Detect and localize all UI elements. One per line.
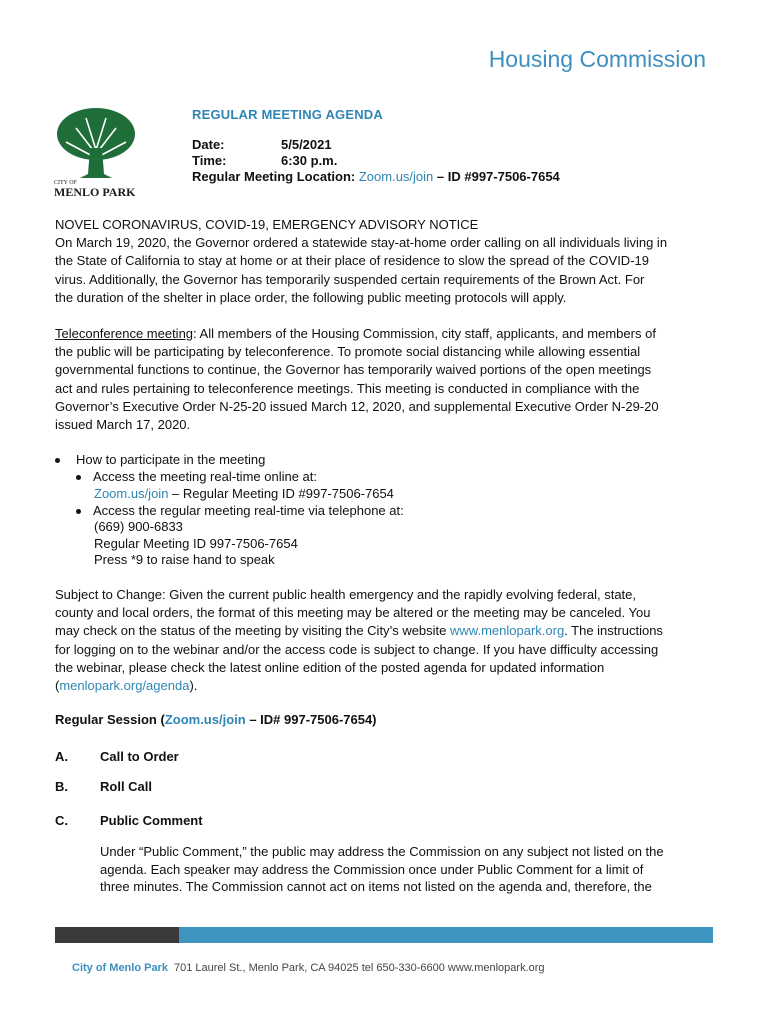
item-label: Call to Order (100, 749, 179, 764)
footer-org: City of Menlo Park (72, 962, 168, 974)
location-link[interactable]: Zoom.us/join (358, 169, 434, 184)
agenda-heading: REGULAR MEETING AGENDA (192, 107, 383, 122)
svg-text:CITY OF: CITY OF (54, 180, 77, 186)
teleconference-line: act and rules pertaining to teleconference meetings. This meeting is conducted in compliance with the (55, 380, 640, 396)
notice-line: virus. Additionally, the Governor has temporarily suspended certain requirements of the Brown Act. For (55, 271, 645, 287)
footer-bar-dark (55, 927, 179, 943)
online-access-detail (94, 486, 394, 503)
time-label: Time: (192, 153, 227, 168)
footer-address: 701 Laurel St., Menlo Park, CA 94025 tel 650-330-6600 www.menlopark.org (173, 962, 545, 974)
item-label: Roll Call (100, 779, 153, 794)
location-label: Regular Meeting Location: (192, 169, 356, 184)
participation-heading (55, 452, 265, 469)
phone-raise-hand: Press *9 to raise hand to speak (94, 552, 275, 568)
meeting-time (192, 153, 337, 168)
subject-line: . The instructions (564, 623, 663, 639)
phone-details (94, 519, 298, 569)
agenda-item-roll-call (55, 779, 152, 794)
date-value: 5/5/2021 (281, 137, 332, 152)
time-value: 6:30 p.m. (281, 153, 338, 168)
phone-access-item (76, 503, 404, 520)
teleconference-line: governmental functions to continue, the Governor has temporarily waived portions of the open meetings (55, 362, 652, 378)
teleconference-paragraph (55, 325, 715, 434)
teleconference-label: Teleconference meeting (55, 326, 194, 341)
paren: ( (55, 678, 60, 694)
advisory-notice (55, 216, 715, 307)
subject-line: the webinar, please check the latest online edition of the posted agenda for updated information (55, 659, 605, 675)
page-footer (72, 962, 545, 974)
subject-line: county and local orders, the format of this meeting may be altered or the meeting may be canceled. You (55, 605, 651, 621)
subject-to-change-paragraph (55, 586, 715, 695)
public-comment-line: three minutes. The Commission cannot act on items not listed on the agenda and, therefore, the (100, 879, 652, 894)
notice-line: the State of California to stay at home or at their place of residence to slow the spread of the COVID-19 (55, 253, 649, 269)
date-label: Date: (192, 137, 225, 152)
teleconference-text: : All members of the Housing Commission, city staff, applicants, and members of (193, 326, 656, 341)
footer-bar-blue (179, 927, 713, 943)
agenda-link[interactable]: menlopark.org/agenda (59, 678, 190, 694)
bullet-icon (76, 509, 81, 514)
regular-session-heading (55, 712, 377, 727)
teleconference-line: issued March 17, 2020. (55, 417, 191, 433)
agenda-item-public-comment (55, 813, 203, 828)
public-comment-line: agenda. Each speaker may address the Commission once under Public Comment for a limit of (100, 861, 644, 877)
notice-line: the duration of the shelter in place order, the following public meeting protocols will apply. (55, 289, 567, 305)
phone-number: (669) 900-6833 (94, 519, 183, 534)
notice-heading: NOVEL CORONAVIRUS, COVID-19, EMERGENCY ADVISORY NOTICE (55, 217, 479, 232)
subject-line: for logging on to the webinar and/or the access code is subject to change. If you have difficulty accessing (55, 641, 659, 657)
session-id: – ID# 997-7506-7654) (245, 712, 377, 727)
online-meeting-id: – Regular Meeting ID #997-7506-7654 (172, 486, 394, 501)
participation-heading-text: How to participate in the meeting (76, 452, 266, 467)
bullet-icon (76, 475, 81, 480)
website-link[interactable]: www.menlopark.org (450, 623, 565, 639)
subject-line: may check on the status of the meeting by visiting the City’s website (55, 623, 451, 639)
subject-line: Subject to Change: Given the current public health emergency and the rapidly evolving federal, state, (55, 587, 637, 602)
item-letter: A. (55, 749, 68, 764)
public-comment-line: Under “Public Comment,” the public may address the Commission on any subject not listed on the (100, 844, 664, 859)
meeting-date (192, 137, 332, 152)
tree-icon (52, 104, 148, 200)
svg-text:MENLO PARK: MENLO PARK (54, 185, 136, 199)
online-access-text: Access the meeting real-time online at: (93, 469, 317, 484)
online-zoom-link[interactable]: Zoom.us/join (94, 486, 169, 501)
phone-meeting-id: Regular Meeting ID 997-7506-7654 (94, 535, 298, 551)
page-title: Housing Commission (488, 46, 706, 72)
agenda-item-call-to-order (55, 749, 179, 764)
teleconference-line: the public will be participating by teleconference. To promote social distancing while allowing essential (55, 344, 641, 360)
session-text: Regular Session ( (55, 712, 165, 727)
paren: ). (189, 678, 198, 694)
location-id: – ID #997-7506-7654 (436, 169, 560, 184)
phone-access-text: Access the regular meeting real-time via telephone at: (93, 503, 404, 518)
item-letter: B. (55, 779, 68, 794)
item-letter: C. (55, 813, 68, 828)
bullet-icon (55, 458, 60, 463)
item-label: Public Comment (100, 813, 203, 828)
notice-line: On March 19, 2020, the Governor ordered a statewide stay-at-home order calling on all individuals living in (55, 235, 668, 251)
meeting-location (192, 169, 560, 184)
online-access-item (76, 469, 317, 486)
session-zoom-link[interactable]: Zoom.us/join (164, 712, 246, 727)
city-logo (52, 104, 148, 200)
public-comment-text (100, 843, 715, 896)
teleconference-line: Governor’s Executive Order N-25-20 issued March 12, 2020, and supplemental Executive Order N-29-20 (55, 398, 659, 414)
